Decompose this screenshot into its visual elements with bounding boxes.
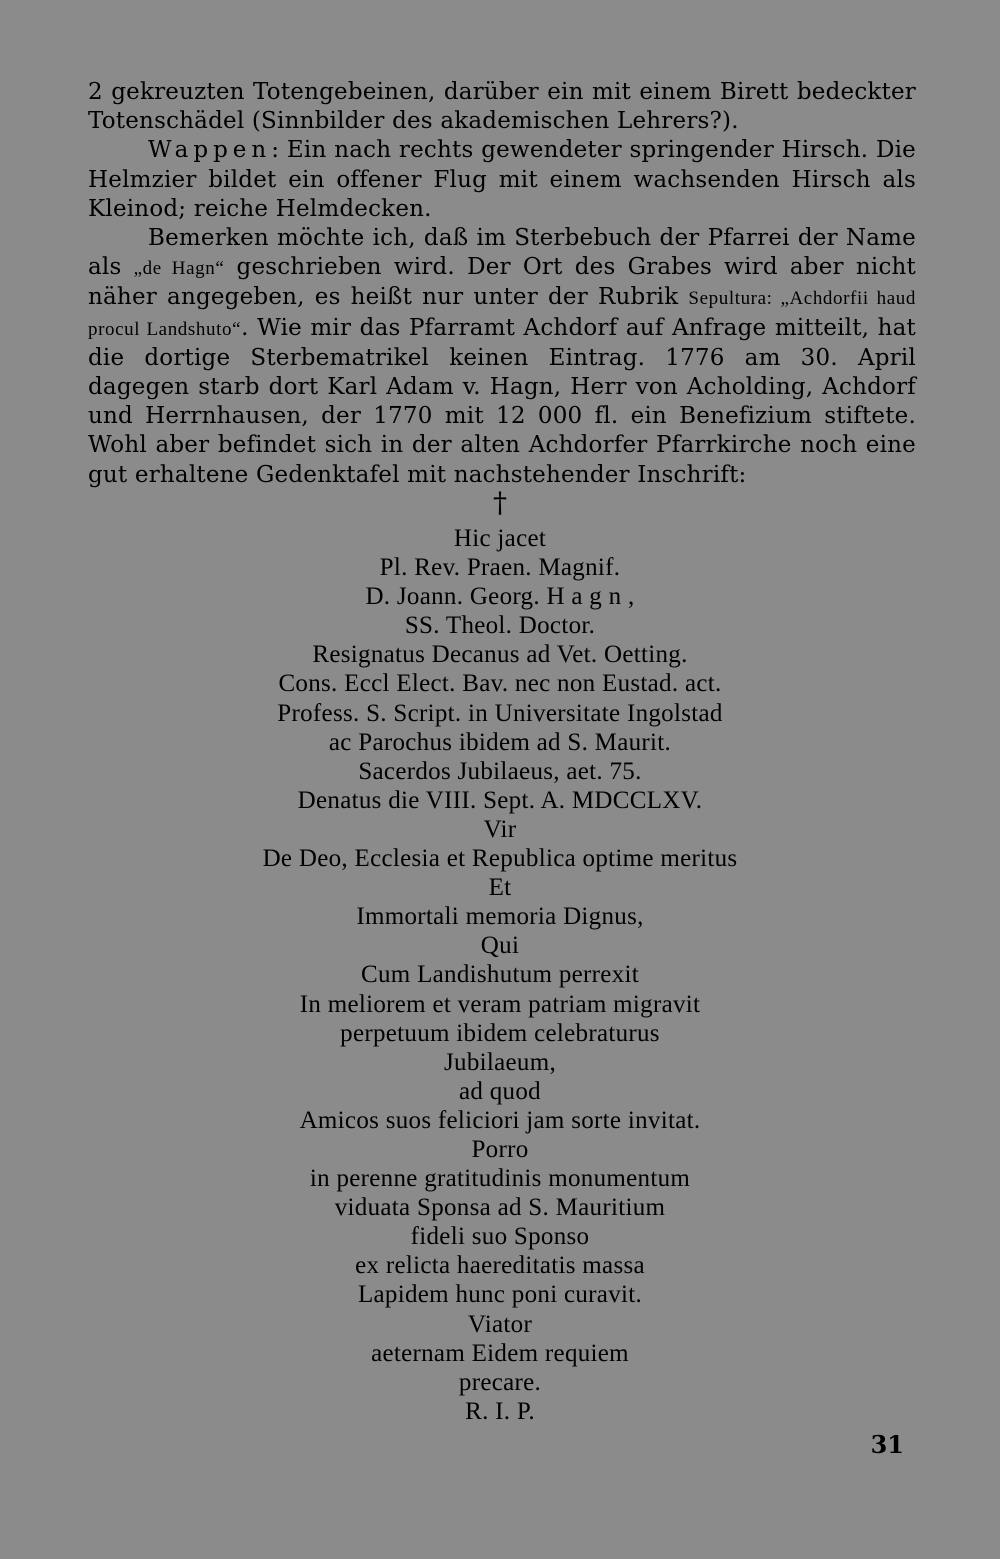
page-number: 31	[870, 1430, 904, 1459]
inscription-line: aeternam Eidem requiem	[371, 1339, 629, 1367]
body-text	[88, 78, 916, 490]
inscription-line: Immortali memoria Dignus,	[356, 903, 644, 931]
inscription-line: ad quod	[459, 1077, 541, 1105]
inscription-line: viduata Sponsa ad S. Mauritium	[334, 1194, 666, 1222]
inscription-line: Jubilaeum,	[443, 1048, 556, 1076]
inscription-line: Et	[488, 874, 512, 902]
inscription-line: perpetuum ibidem celebraturus	[340, 1019, 660, 1047]
inscription-line: R. I. P.	[465, 1397, 535, 1425]
inscription-line: Qui	[480, 932, 520, 960]
inscription-line: De Deo, Ecclesia et Republica optime meritus	[262, 845, 738, 873]
inscription-line: In meliorem et veram patriam migravit	[299, 990, 701, 1018]
inscription-line: Lapidem hunc poni curavit.	[357, 1281, 643, 1309]
inscription-line: Cons. Eccl Elect. Bav. nec non Eustad. act.	[278, 670, 722, 698]
burial-text-b: geschrieben wird. Der Ort des Grabes wird aber nicht näher angegeben, es heißt nur unter der Rubrik	[88, 254, 916, 311]
inscription-line: Vir	[483, 815, 517, 843]
inscription-line: D. Joann. Georg. H a g n ,	[365, 583, 635, 611]
coat-of-arms-label: Wappen	[148, 137, 272, 164]
latin-name-quote: „de Hagn“	[133, 258, 225, 280]
inscription-line: Amicos suos feliciori jam sorte invitat.	[299, 1106, 701, 1134]
cross-symbol: †	[493, 486, 507, 519]
inscription-line: in perenne gratitudinis monumentum	[309, 1165, 691, 1193]
inscription-line: Porro	[471, 1135, 529, 1163]
inscription-line: Denatus die VIII. Sept. A. MDCCLXV.	[297, 786, 703, 814]
paragraph-coat-of-arms	[88, 136, 916, 224]
inscription-line: fideli suo Sponso	[410, 1223, 590, 1251]
paragraph-burial-record	[88, 224, 916, 490]
inscription-line: Cum Landishutum perrexit	[361, 961, 639, 989]
inscription-line: SS. Theol. Doctor.	[404, 612, 596, 640]
inscription-line: ac Parochus ibidem ad S. Maurit.	[328, 728, 672, 756]
burial-text-c: . Wie mir das Pfarramt Achdorf auf Anfrage mitteilt, hat die dortige Sterbematrikel keinen Eintrag. 1776 am 30. April dagegen starb dort Karl Adam v. Hagn, Herr von Acholding, Achdorf und Herrnhausen, der 1770 mit 12 000 fl. ein Benefizium stiftete. Wohl aber befindet sich in der alten Achdorfer Pfarrkirche noch eine gut erhaltene Gedenktafel mit nachstehender Inschrift:	[88, 314, 917, 488]
memorial-inscription	[200, 524, 800, 1426]
inscription-line: Sacerdos Jubilaeus, aet. 75.	[358, 757, 642, 785]
coat-of-arms-text: : Ein nach rechts gewendeter springender Hirsch. Die Helmzier bildet ein offener Flug mit einem wachsenden Hirsch als Kleinod; reiche Helmdecken.	[88, 137, 916, 222]
inscription-line: Hic jacet	[453, 525, 547, 552]
paragraph-skull-description: 2 gekreuzten Totengebeinen, darüber ein mit einem Birett bedeckter Totenschädel (Sinnbilder des akademischen Lehrers?).	[88, 79, 916, 135]
inscription-line: Viator	[467, 1310, 533, 1338]
inscription-line: ex relicta haereditatis massa	[355, 1252, 645, 1280]
burial-text-a: Bemerken möchte ich, daß im Sterbebuch der Pfarrei der Name als	[88, 225, 916, 281]
inscription-line: Resignatus Decanus ad Vet. Oetting.	[312, 641, 688, 669]
inscription-line: Profess. S. Script. in Universitate Ingolstad	[277, 699, 723, 727]
latin-sepultura-quote: Sepultura: „Achdorfii haud procul Landshuto“	[88, 288, 916, 340]
inscription-line: Pl. Rev. Praen. Magnif.	[379, 554, 621, 582]
inscription-line: precare.	[458, 1368, 542, 1396]
